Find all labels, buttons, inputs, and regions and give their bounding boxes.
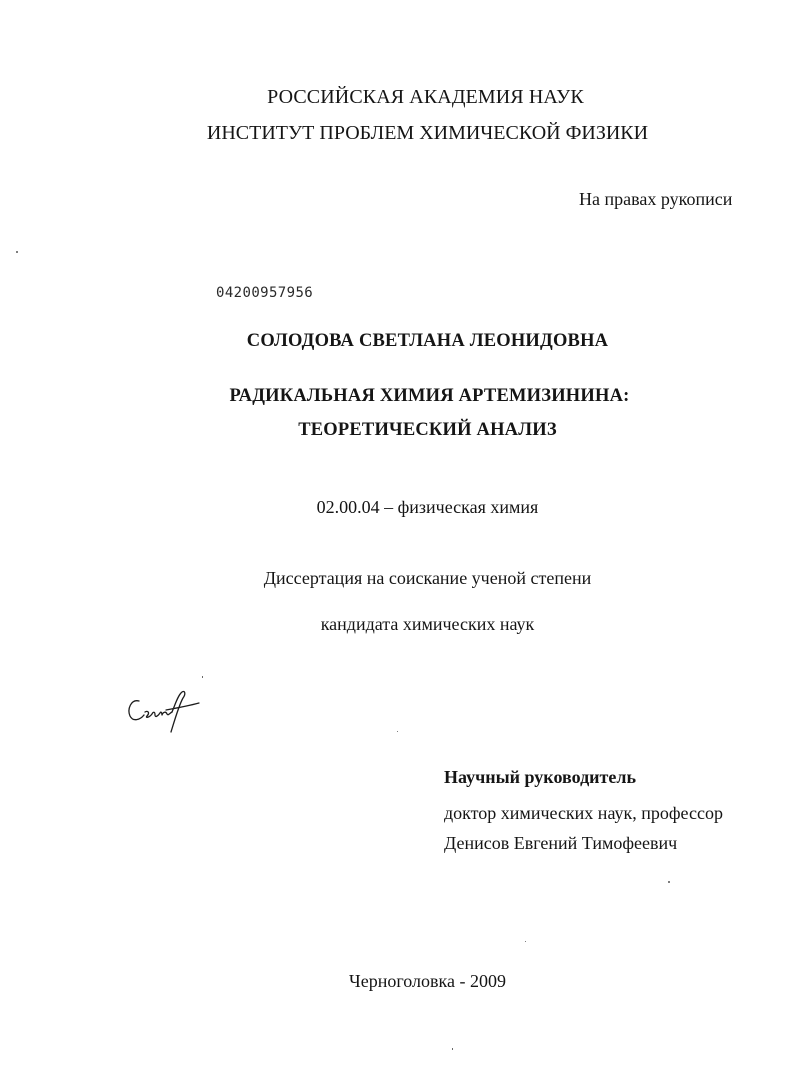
scan-speck	[525, 941, 526, 942]
thesis-title-line-2: ТЕОРЕТИЧЕСКИЙ АНАЛИЗ	[298, 420, 557, 440]
specialty-code: 02.00.04 – физическая химия	[316, 497, 539, 517]
thesis-title-line-1: РАДИКАЛЬНАЯ ХИМИЯ АРТЕМИЗИНИНА:	[229, 386, 630, 406]
scan-speck	[668, 881, 670, 883]
supervisor-heading: Научный руководитель	[444, 767, 636, 787]
degree-line-2: кандидата химических наук	[320, 614, 535, 634]
scan-speck	[397, 731, 398, 732]
scan-speck	[202, 676, 203, 678]
scan-speck	[452, 1048, 453, 1050]
degree-line-1: Диссертация на соискание ученой степени	[263, 568, 592, 588]
institute-name: ИНСТИТУТ ПРОБЛЕМ ХИМИЧЕСКОЙ ФИЗИКИ	[206, 122, 649, 144]
supervisor-block	[444, 767, 723, 854]
manuscript-note: На правах рукописи	[579, 189, 733, 209]
city-year: Черноголовка - 2009	[349, 971, 506, 991]
registration-code: 04200957956	[216, 285, 314, 301]
author-name: СОЛОДОВА СВЕТЛАНА ЛЕОНИДОВНА	[246, 331, 609, 351]
academy-name: РОССИЙСКАЯ АКАДЕМИЯ НАУК	[267, 86, 584, 108]
supervisor-degree: доктор химических наук, профессор	[444, 803, 723, 823]
supervisor-name: Денисов Евгений Тимофеевич	[444, 833, 678, 853]
handwritten-signature	[125, 685, 205, 740]
scan-speck	[16, 251, 18, 253]
